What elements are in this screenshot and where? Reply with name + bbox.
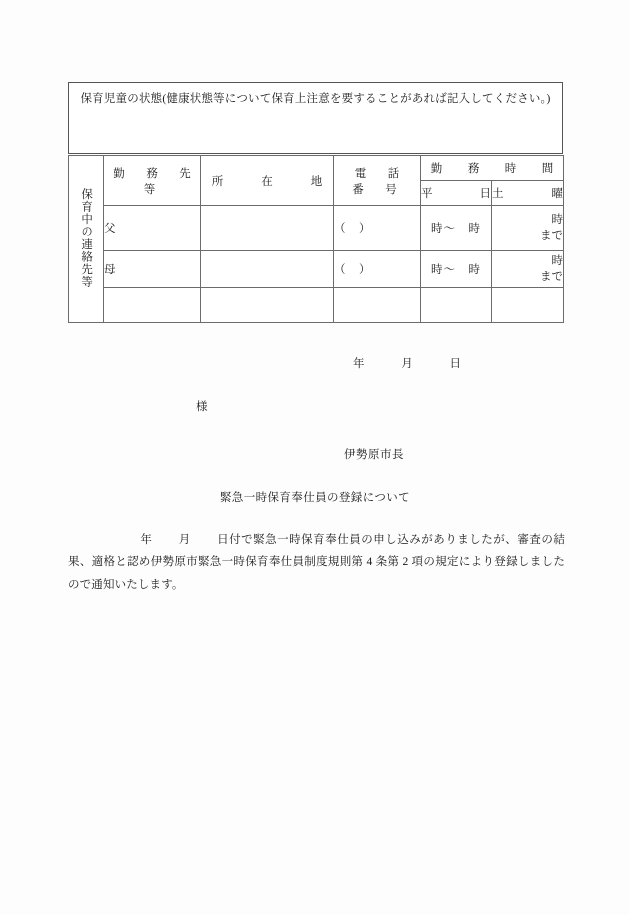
row-label-father: 父 [104,206,201,251]
row-label-other [104,288,201,323]
saturday-hours-time-mother: 時 [551,254,563,267]
issue-date-day: 日 [449,358,462,370]
column-header-weekday: 平 日 [421,181,492,206]
issue-date-year: 年 [353,358,366,370]
document-title: 緊急一時保育奉仕員の登録について [219,492,411,504]
saturday-hours-time-father: 時 [551,213,563,226]
body-date-year: 年 [140,534,153,546]
cell-weekday-hours-other [421,288,492,323]
column-header-workplace: 勤 務 先 等 [104,156,201,206]
child-condition-box [68,82,563,154]
cell-saturday-hours-father [492,206,564,251]
body-date-month: 月 [178,534,191,546]
issue-date-inner [353,355,462,371]
issue-date-month: 月 [401,358,414,370]
cell-address-mother [201,251,334,288]
column-header-telephone: 電 話 番 号 [334,156,421,206]
table-header-row [69,156,564,181]
cell-telephone-other [334,288,421,323]
issuer-name: 伊勢原市長 [344,449,404,461]
issue-date-line [0,355,630,371]
column-header-work-hours: 勤 務 時 間 [421,156,564,181]
cell-weekday-hours-father: 時～ 時 [421,206,492,251]
saturday-hours-until-father: まで [540,230,563,242]
child-condition-text: 保育児童の状態(健康状態等について保育上注意を要することがあれば記入してください。) [80,93,551,105]
column-header-address: 所 在 地 [201,156,334,206]
cell-address-other [201,288,334,323]
saturday-hours-until-mother: まで [540,271,563,283]
row-label-mother: 母 [104,251,201,288]
vertical-header-label: 保育中の連絡先等 [80,187,93,288]
cell-telephone-mother: （ ） [334,251,421,288]
cell-weekday-hours-mother: 時～ 時 [421,251,492,288]
column-header-saturday: 土 曜 [492,181,564,206]
table-row [69,251,564,288]
table-row [69,288,564,323]
cell-telephone-father: （ ） [334,206,421,251]
letter-body [68,529,565,596]
cell-address-father [201,206,334,251]
vertical-header-cell [69,156,104,323]
addressee-honorific: 様 [196,401,208,413]
cell-saturday-hours-mother [492,251,564,288]
contact-info-table [68,155,564,323]
table-row [69,206,564,251]
cell-saturday-hours-other [492,288,564,323]
body-paragraph-text: 日付で緊急一時保育奉仕員の申し込みがありましたが、審査の結果、適格と認め伊勢原市緊急一時保育奉仕員制度規則第 4 条第 2 項の規定により登録しましたので通知いたします。 [68,534,565,591]
